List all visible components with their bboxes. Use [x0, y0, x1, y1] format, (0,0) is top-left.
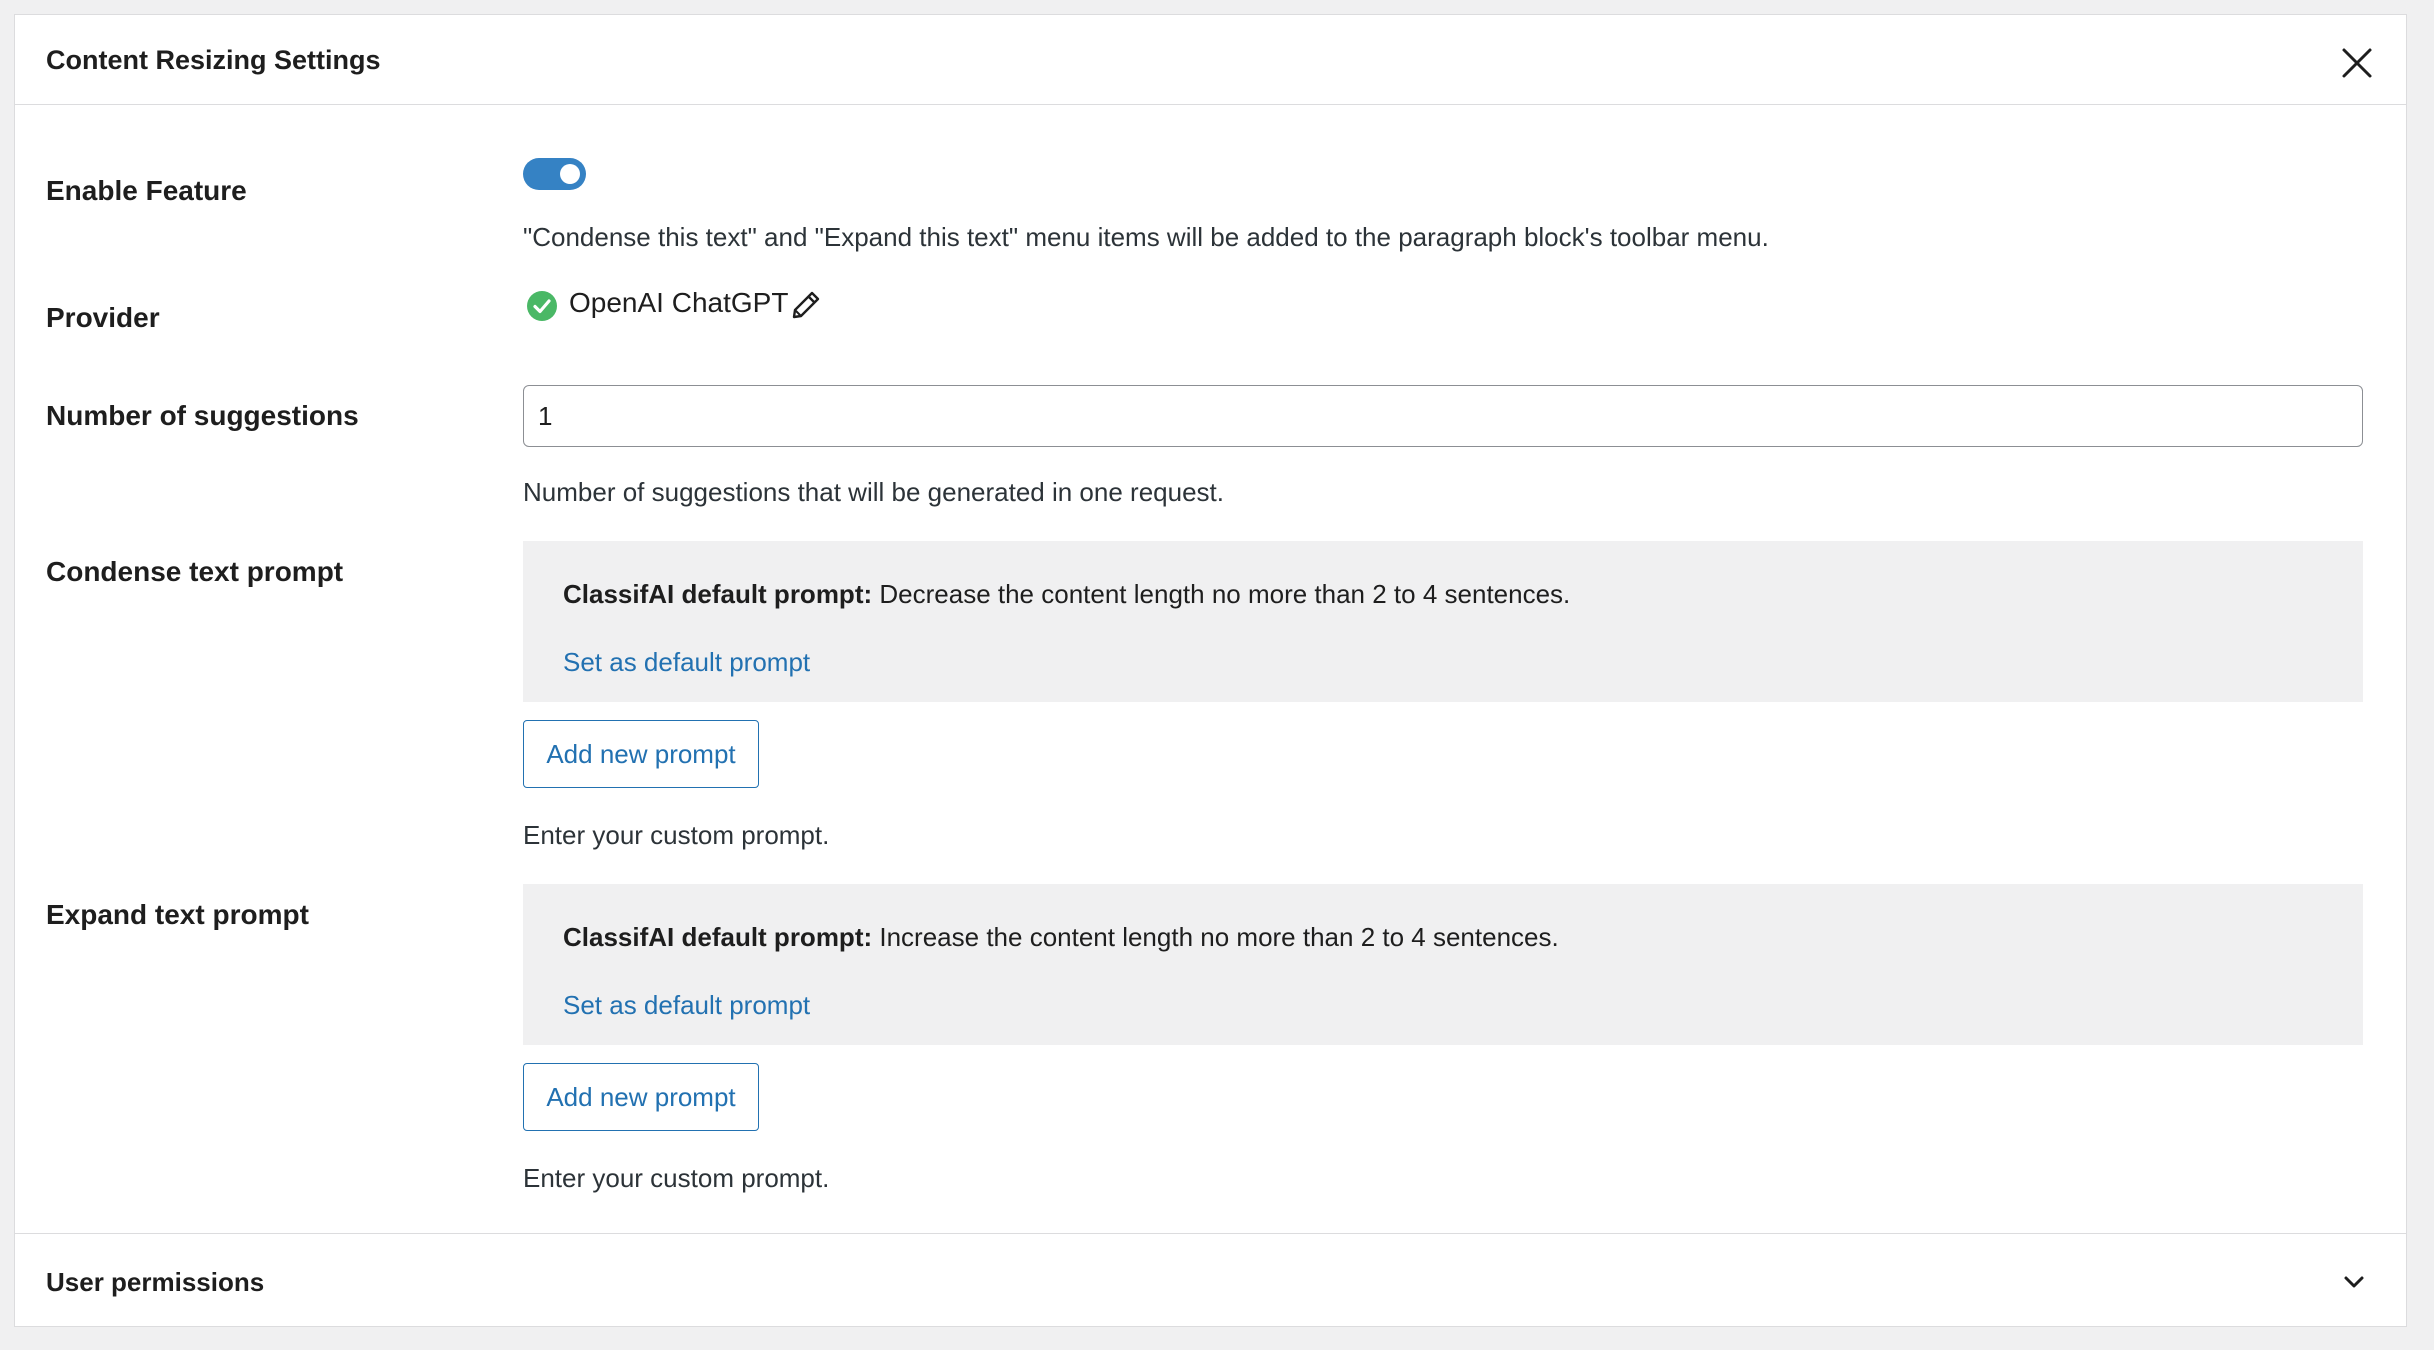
close-button[interactable]: [2336, 42, 2378, 84]
provider-label: Provider: [46, 302, 160, 333]
expand-default-prompt: [563, 922, 1559, 953]
default-prompt-text: Increase the content length no more than 2 to 4 sentences.: [879, 922, 1559, 952]
suggestions-description: Number of suggestions that will be generated in one request.: [523, 477, 1224, 507]
suggestions-label: Number of suggestions: [46, 400, 359, 431]
check-circle-icon: [526, 290, 558, 322]
condense-set-default-link[interactable]: Set as default prompt: [563, 647, 811, 677]
expand-prompt-hint: Enter your custom prompt.: [523, 1163, 830, 1193]
provider-name: OpenAI ChatGPT: [569, 287, 789, 318]
panel-header: [15, 15, 2406, 105]
default-prompt-label: ClassifAI default prompt:: [563, 579, 873, 609]
condense-prompt-label: Condense text prompt: [46, 556, 344, 587]
suggestions-input[interactable]: [523, 385, 2363, 447]
expand-add-prompt-button[interactable]: Add new prompt: [523, 1063, 759, 1131]
condense-default-prompt: [563, 579, 1570, 610]
panel-title: Content Resizing Settings: [46, 45, 381, 75]
expand-prompt-label: Expand text prompt: [46, 899, 309, 930]
default-prompt-text: Decrease the content length no more than 2 to 4 sentences.: [879, 579, 1571, 609]
default-prompt-label: ClassifAI default prompt:: [563, 922, 873, 952]
enable-feature-label: Enable Feature: [46, 175, 247, 206]
user-permissions-title: User permissions: [46, 1267, 265, 1297]
user-permissions-toggle[interactable]: [15, 1233, 2406, 1326]
enable-feature-toggle[interactable]: [523, 158, 586, 190]
pencil-icon[interactable]: [789, 288, 823, 322]
chevron-down-icon: [2340, 1268, 2368, 1296]
condense-prompt-hint: Enter your custom prompt.: [523, 820, 830, 850]
close-icon: [2336, 42, 2378, 84]
condense-default-prompt-box: [523, 541, 2363, 702]
settings-panel: [14, 14, 2407, 1327]
expand-set-default-link[interactable]: Set as default prompt: [563, 990, 811, 1020]
expand-default-prompt-box: [523, 884, 2363, 1045]
enable-feature-description: "Condense this text" and "Expand this text" menu items will be added to the paragraph block's toolbar menu.: [523, 222, 1769, 252]
condense-add-prompt-button[interactable]: Add new prompt: [523, 720, 759, 788]
toggle-knob: [560, 164, 580, 184]
